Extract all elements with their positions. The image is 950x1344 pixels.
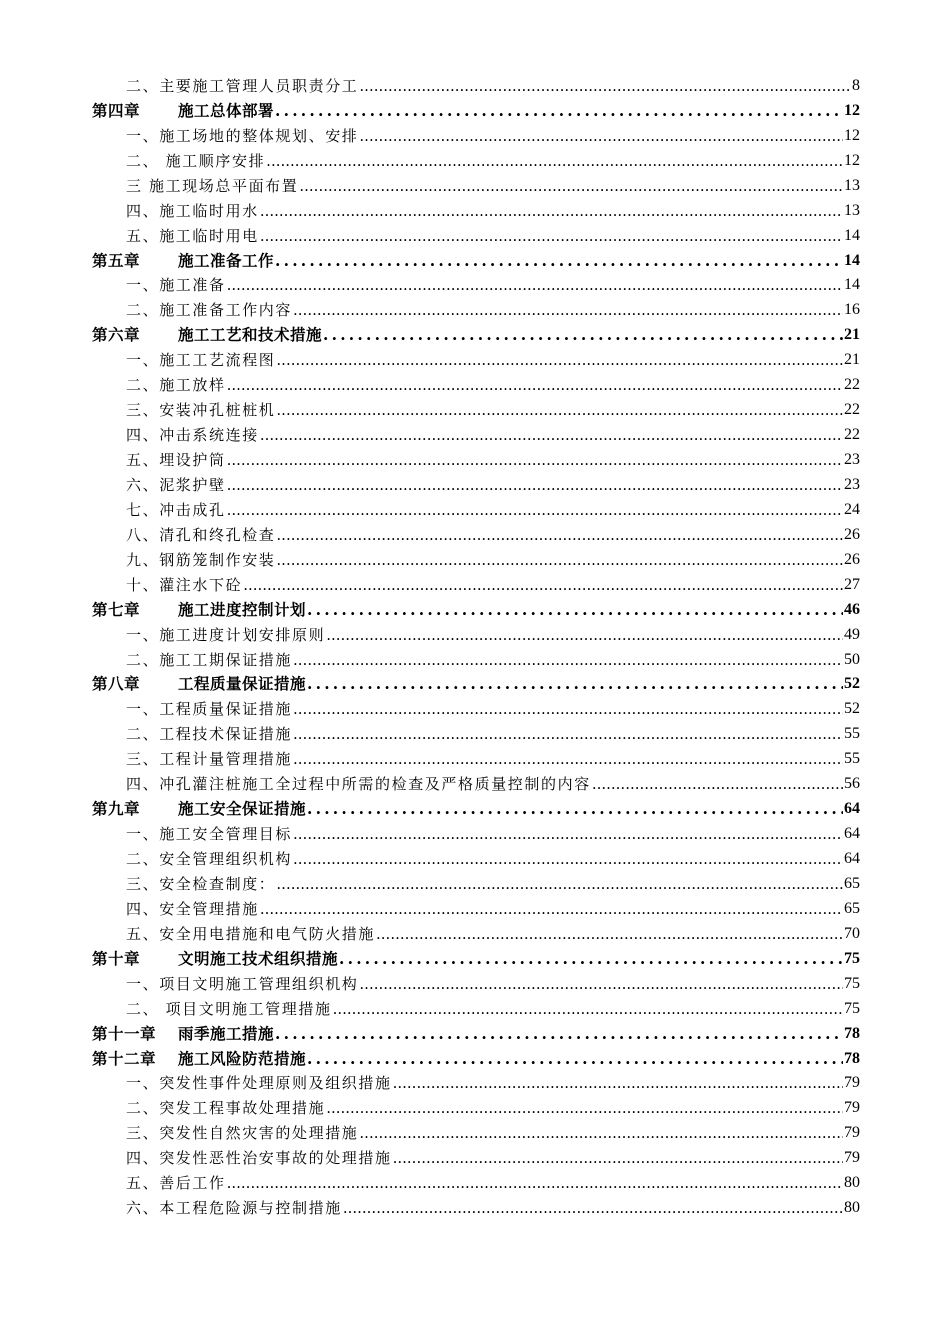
dot-leader (307, 598, 843, 623)
dot-leader (227, 274, 843, 299)
dot-leader (275, 1022, 843, 1047)
toc-section-entry[interactable] (92, 897, 860, 922)
toc-section-entry[interactable] (92, 149, 860, 174)
page-number: 27 (844, 575, 860, 593)
toc-section-entry[interactable] (92, 722, 860, 747)
page-number: 49 (844, 625, 860, 643)
section-title: 二、 项目文明施工管理措施 (126, 999, 332, 1018)
section-title: 二、安全管理组织机构 (126, 850, 293, 869)
page-number: 80 (844, 1199, 860, 1217)
page-number: 26 (844, 525, 860, 543)
page-number: 80 (844, 1174, 860, 1192)
page-number: 26 (844, 550, 860, 568)
chapter-number: 第六章 (92, 325, 141, 345)
toc-section-entry[interactable] (92, 174, 860, 199)
dot-leader (227, 473, 843, 498)
toc-chapter-entry[interactable] (92, 598, 860, 623)
toc-chapter-entry[interactable] (92, 673, 860, 698)
toc-section-entry[interactable] (92, 199, 860, 224)
section-title: 九、钢筋笼制作安装 (126, 550, 276, 569)
dot-leader (339, 947, 843, 972)
page-number: 75 (844, 999, 860, 1017)
section-title: 二、主要施工管理人员职责分工 (126, 76, 359, 95)
chapter-number: 第十章 (92, 948, 141, 968)
page-number: 22 (844, 426, 860, 444)
chapter-heading (92, 1047, 306, 1072)
section-title: 六、本工程危险源与控制措施 (126, 1199, 342, 1218)
dot-leader (343, 1196, 843, 1221)
page-number: 65 (844, 899, 860, 917)
table-of-contents (92, 74, 860, 1221)
section-title: 二、施工工期保证措施 (126, 650, 293, 669)
dot-leader (293, 648, 843, 673)
toc-section-entry[interactable] (92, 623, 860, 648)
chapter-number: 第七章 (92, 599, 141, 619)
chapter-heading (92, 673, 306, 698)
page-number: 79 (844, 1124, 860, 1142)
dot-leader (260, 423, 843, 448)
chapter-heading (92, 598, 306, 623)
chapter-heading (92, 797, 306, 822)
dot-leader (293, 697, 843, 722)
dot-leader (326, 1096, 843, 1121)
section-title: 四、突发性恶性治安事故的处理措施 (126, 1149, 392, 1168)
page-number: 79 (844, 1099, 860, 1117)
page-number: 14 (844, 251, 860, 269)
toc-section-entry[interactable] (92, 224, 860, 249)
chapter-heading (92, 1022, 274, 1047)
toc-section-entry[interactable] (92, 423, 860, 448)
page-number: 75 (844, 974, 860, 992)
page-number: 22 (844, 376, 860, 394)
section-title: 四、施工临时用水 (126, 201, 259, 220)
toc-section-entry[interactable] (92, 648, 860, 673)
page-number: 70 (844, 924, 860, 942)
dot-leader (227, 1171, 843, 1196)
section-title: 二、施工放样 (126, 376, 226, 395)
toc-section-entry[interactable] (92, 872, 860, 897)
toc-section-entry[interactable] (92, 1072, 860, 1097)
toc-chapter-entry[interactable] (92, 947, 860, 972)
chapter-number: 第十一章 (92, 1023, 157, 1043)
toc-section-entry[interactable] (92, 1146, 860, 1171)
chapter-number: 第九章 (92, 799, 141, 819)
section-title: 三 施工现场总平面布置 (126, 176, 299, 195)
page-number: 14 (844, 226, 860, 244)
section-title: 三、突发性自然灾害的处理措施 (126, 1124, 359, 1143)
toc-section-entry[interactable] (92, 473, 860, 498)
toc-section-entry[interactable] (92, 847, 860, 872)
section-title: 二、施工准备工作内容 (126, 301, 293, 320)
dot-leader (393, 1072, 843, 1097)
dot-leader (307, 797, 843, 822)
toc-section-entry[interactable] (92, 747, 860, 772)
dot-leader (227, 373, 843, 398)
toc-chapter-entry[interactable] (92, 323, 860, 348)
page-number: 52 (844, 675, 860, 693)
section-title: 二、突发工程事故处理措施 (126, 1099, 326, 1118)
toc-chapter-entry[interactable] (92, 797, 860, 822)
dot-leader (260, 224, 843, 249)
section-title: 七、冲击成孔 (126, 500, 226, 519)
section-title: 一、施工准备 (126, 276, 226, 295)
page-number: 13 (844, 176, 860, 194)
section-title: 三、安装冲孔桩桩机 (126, 401, 276, 420)
toc-section-entry[interactable] (92, 523, 860, 548)
section-title: 四、冲孔灌注桩施工全过程中所需的检查及严格质量控制的内容 (126, 775, 591, 794)
dot-leader (243, 573, 843, 598)
dot-leader (276, 872, 843, 897)
chapter-title: 文明施工技术组织措施 (178, 948, 339, 968)
dot-leader (376, 922, 843, 947)
section-title: 一、施工场地的整体规划、安排 (126, 126, 359, 145)
toc-section-entry[interactable] (92, 373, 860, 398)
dot-leader (592, 772, 843, 797)
page-number: 52 (844, 700, 860, 718)
page-number: 21 (844, 326, 860, 344)
dot-leader (227, 498, 843, 523)
section-title: 一、施工进度计划安排原则 (126, 625, 326, 644)
toc-chapter-entry[interactable] (92, 1047, 860, 1072)
chapter-number: 第四章 (92, 100, 141, 120)
toc-section-entry[interactable] (92, 448, 860, 473)
dot-leader (293, 822, 843, 847)
page-number: 79 (844, 1149, 860, 1167)
section-title: 一、项目文明施工管理组织机构 (126, 974, 359, 993)
page-number: 12 (844, 151, 860, 169)
page-number: 56 (844, 775, 860, 793)
page-number: 21 (844, 351, 860, 369)
section-title: 二、工程技术保证措施 (126, 725, 293, 744)
toc-section-entry[interactable] (92, 1121, 860, 1146)
section-title: 五、埋设护筒 (126, 451, 226, 470)
section-title: 五、安全用电措施和电气防火措施 (126, 924, 376, 943)
chapter-title: 施工总体部署 (178, 100, 275, 120)
dot-leader (293, 847, 843, 872)
page-number: 23 (844, 475, 860, 493)
page-number: 78 (844, 1049, 860, 1067)
toc-section-entry[interactable] (92, 822, 860, 847)
page-number: 55 (844, 750, 860, 768)
dot-leader (227, 448, 843, 473)
dot-leader (293, 298, 843, 323)
dot-leader (275, 249, 843, 274)
section-title: 一、工程质量保证措施 (126, 700, 293, 719)
dot-leader (326, 623, 843, 648)
chapter-title: 施工安全保证措施 (178, 799, 307, 819)
page-number: 12 (844, 126, 860, 144)
dot-leader (276, 398, 843, 423)
toc-section-entry[interactable] (92, 1196, 860, 1221)
section-title: 三、安全检查制度： (126, 874, 276, 893)
page-number: 22 (844, 401, 860, 419)
dot-leader (276, 348, 843, 373)
page-number: 50 (844, 650, 860, 668)
section-title: 二、 施工顺序安排 (126, 151, 266, 170)
chapter-number: 第十二章 (92, 1048, 157, 1068)
toc-section-entry[interactable] (92, 348, 860, 373)
page-number: 79 (844, 1074, 860, 1092)
dot-leader (359, 972, 843, 997)
toc-chapter-entry[interactable] (92, 1022, 860, 1047)
dot-leader (276, 548, 843, 573)
section-title: 一、施工安全管理目标 (126, 825, 293, 844)
toc-section-entry[interactable] (92, 697, 860, 722)
dot-leader (307, 673, 843, 698)
toc-section-entry[interactable] (92, 772, 860, 797)
page-number: 13 (844, 201, 860, 219)
dot-leader (359, 1121, 843, 1146)
section-title: 四、冲击系统连接 (126, 426, 259, 445)
toc-section-entry[interactable] (92, 498, 860, 523)
toc-chapter-entry[interactable] (92, 249, 860, 274)
page-number: 8 (852, 76, 860, 94)
dot-leader (323, 323, 843, 348)
page-number: 65 (844, 874, 860, 892)
chapter-heading (92, 947, 338, 972)
chapter-number: 第五章 (92, 250, 141, 270)
dot-leader (275, 99, 843, 124)
dot-leader (293, 722, 843, 747)
page-number: 14 (844, 276, 860, 294)
chapter-heading (92, 99, 274, 124)
section-title: 一、施工工艺流程图 (126, 351, 276, 370)
toc-section-entry[interactable] (92, 298, 860, 323)
page-number: 24 (844, 500, 860, 518)
page-number: 23 (844, 451, 860, 469)
section-title: 五、善后工作 (126, 1174, 226, 1193)
dot-leader (299, 174, 843, 199)
page-number: 75 (844, 949, 860, 967)
page-number: 55 (844, 725, 860, 743)
dot-leader (393, 1146, 843, 1171)
section-title: 五、施工临时用电 (126, 226, 259, 245)
chapter-number: 第八章 (92, 674, 141, 694)
page-number: 78 (844, 1024, 860, 1042)
chapter-title: 施工进度控制计划 (178, 599, 307, 619)
section-title: 三、工程计量管理措施 (126, 750, 293, 769)
dot-leader (276, 523, 843, 548)
toc-section-entry[interactable] (92, 398, 860, 423)
toc-section-entry[interactable] (92, 548, 860, 573)
toc-section-entry[interactable] (92, 997, 860, 1022)
section-title: 十、灌注水下砼 (126, 575, 243, 594)
dot-leader (359, 74, 851, 99)
page-number: 64 (844, 825, 860, 843)
dot-leader (333, 997, 843, 1022)
chapter-heading (92, 249, 274, 274)
chapter-title: 施工准备工作 (178, 250, 275, 270)
toc-section-entry[interactable] (92, 274, 860, 299)
toc-section-entry[interactable] (92, 1171, 860, 1196)
toc-section-entry[interactable] (92, 573, 860, 598)
dot-leader (359, 124, 843, 149)
chapter-title: 工程质量保证措施 (178, 674, 307, 694)
dot-leader (266, 149, 843, 174)
section-title: 八、清孔和终孔检查 (126, 525, 276, 544)
chapter-title: 雨季施工措施 (178, 1023, 275, 1043)
dot-leader (260, 199, 843, 224)
page-number: 46 (844, 600, 860, 618)
toc-section-entry[interactable] (92, 74, 860, 99)
toc-section-entry[interactable] (92, 124, 860, 149)
toc-section-entry[interactable] (92, 922, 860, 947)
section-title: 一、突发性事件处理原则及组织措施 (126, 1074, 392, 1093)
toc-section-entry[interactable] (92, 972, 860, 997)
section-title: 六、泥浆护壁 (126, 475, 226, 494)
toc-section-entry[interactable] (92, 1096, 860, 1121)
dot-leader (293, 747, 843, 772)
dot-leader (307, 1047, 843, 1072)
dot-leader (260, 897, 843, 922)
page-number: 16 (844, 301, 860, 319)
chapter-title: 施工风险防范措施 (178, 1048, 307, 1068)
toc-chapter-entry[interactable] (92, 99, 860, 124)
chapter-title: 施工工艺和技术措施 (178, 325, 323, 345)
chapter-heading (92, 323, 322, 348)
page-number: 12 (844, 101, 860, 119)
page-number: 64 (844, 800, 860, 818)
section-title: 四、安全管理措施 (126, 899, 259, 918)
page-number: 64 (844, 850, 860, 868)
